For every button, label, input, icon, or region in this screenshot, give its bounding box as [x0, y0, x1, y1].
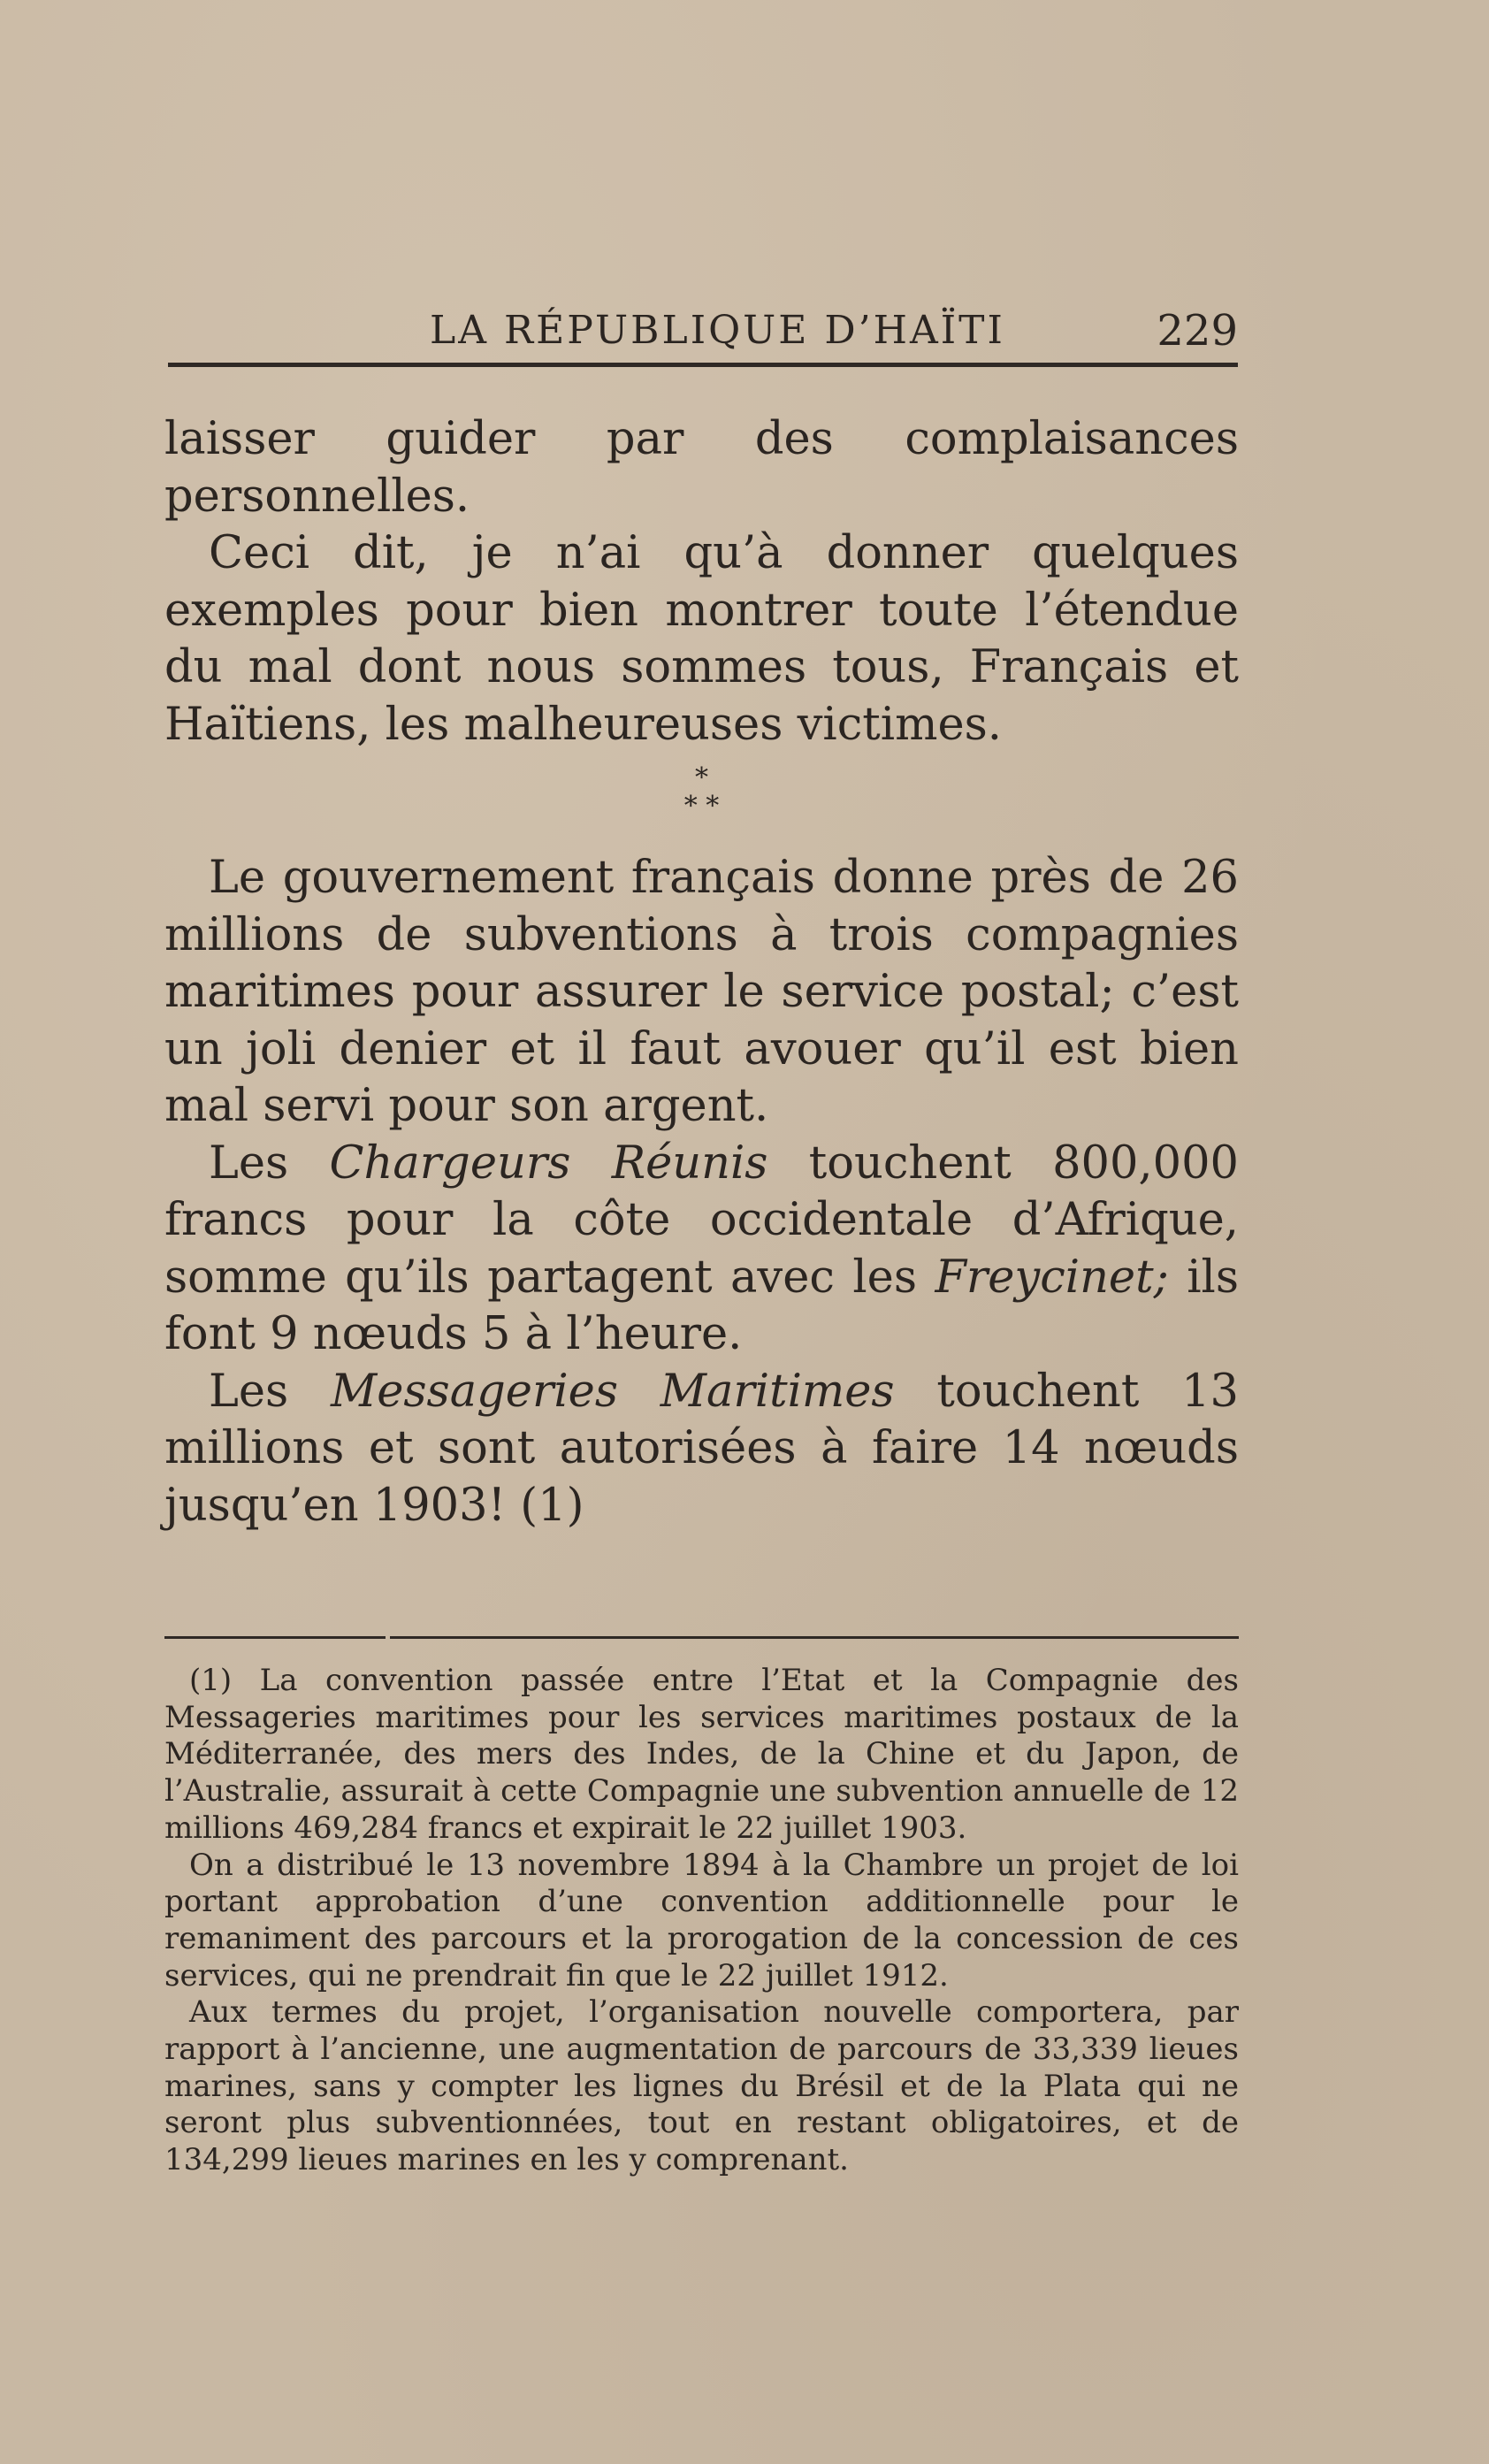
main-text — [164, 411, 1239, 1534]
company-name-chargeurs: Chargeurs Réunis — [329, 1136, 768, 1190]
paragraph-2: Ceci dit, je n’ai qu’à donner quelques exemples pour bien montrer toute l’étendue du mal dont nous sommes tous, Français et Haïtiens, les malheureuses victimes. — [164, 527, 1239, 751]
paragraph-3: Le gouvernement français donne près de 26 millions de subventions à trois compagnies maritimes pour assurer le service postal; c’est un joli denier et il faut avouer qu’il est bien mal servi pour son argent. — [164, 852, 1239, 1132]
page-number: 229 — [1157, 306, 1238, 356]
paragraph-5 — [164, 1364, 1239, 1535]
asterism — [164, 764, 1239, 821]
asterism-top: * — [695, 762, 708, 793]
footnote-rule — [164, 1636, 1239, 1641]
page-header — [168, 301, 1238, 366]
paragraph-4 — [164, 1136, 1239, 1364]
footnote-2: On a distribué le 13 novembre 1894 à la Chambre un projet de loi portant approbation d’une convention additionnelle pour le remaniment des parcours et la prorogation de la concession de ces services, qui ne prendrait fin que le 22 juillet 1912. — [164, 1847, 1239, 1993]
footnote-rule-short — [164, 1636, 386, 1639]
footnote-rule-long — [390, 1636, 1239, 1639]
company-name-freycinet: Freycinet; — [935, 1251, 1169, 1304]
header-rule — [168, 363, 1238, 367]
footnote-3: Aux termes du projet, l’organisation nouvelle comportera, par rapport à l’ancienne, une augmentation de parcours de 33,339 lieues marines, sans y compter les lignes du Brésil et de la Plata qui ne seront plus subventionnées, tout en restant obligatoires, et de 134,299 lieues marines en les y comprenant. — [164, 1994, 1239, 2178]
paragraph-4-middle: touchent 800,000 francs pour la côte occidentale d’Afrique, somme qu’ils partagent avec les — [164, 1136, 1239, 1304]
company-name-messageries: Messageries Maritimes — [330, 1365, 895, 1418]
asterism-bottom: * * — [683, 791, 720, 822]
footnotes — [164, 1663, 1239, 2179]
paragraph-4-end: ils font 9 nœuds 5 à l’heure. — [164, 1251, 1239, 1360]
running-head: LA RÉPUBLIQUE D’HAÏTI — [430, 308, 1005, 353]
paragraph-4-start: Les — [209, 1136, 330, 1190]
paragraph-1: laisser guider par des complaisances personnelles. — [164, 413, 1239, 523]
footnote-1: (1) La convention passée entre l’Etat et la Compagnie des Messageries maritimes pour les services maritimes postaux de la Méditerranée, des mers des Indes, de la Chine et du Japon, de l’Australie, assurait à cette Compagnie une subvention annuelle de 12 millions 469,284 francs et expirait le 22 juillet 1903. — [164, 1663, 1239, 1846]
paragraph-5-start: Les — [209, 1365, 331, 1418]
paragraph-5-end: touchent 13 millions et sont autorisées à faire 14 nœuds jusqu’en 1903! (1) — [164, 1365, 1239, 1532]
